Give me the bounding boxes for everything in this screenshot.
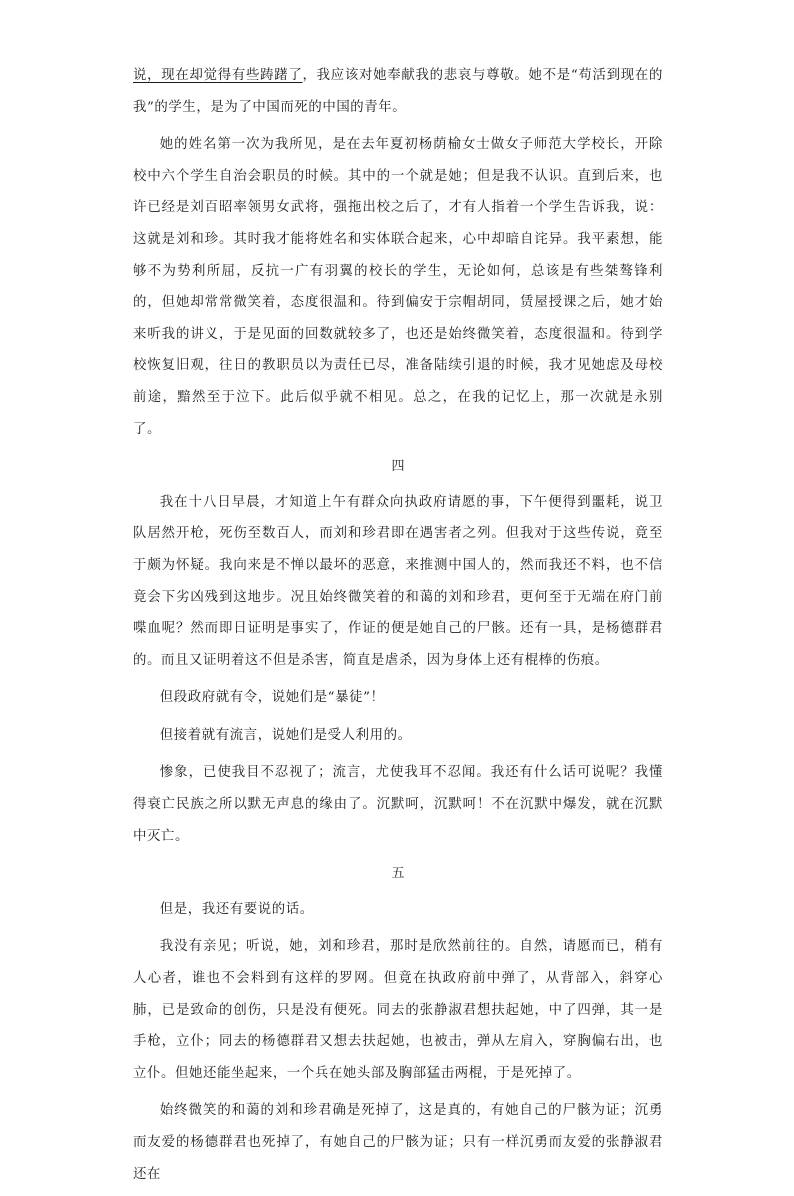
paragraph: 始终微笑的和蔼的刘和珍君确是死掉了，这是真的，有她自己的尸骸为证；沉勇而友爱的杨德群君也死掉了，有她自己的尸骸为证；只有一样沉勇而友爱的张静淑君还在 <box>133 1103 663 1182</box>
paragraph: 但接着就有流言，说她们是受人利用的。 <box>159 727 412 743</box>
document-page <box>133 60 663 1196</box>
paragraph-continued-text: ，我应该对她奉献我的悲哀与尊敬。她不是“苟活到现在的我”的学生，是为了中国而死的中国的青年。 <box>133 68 663 115</box>
paragraph: 我在十八日早晨，才知道上午有群众向执政府请愿的事，下午便得到噩耗，说卫队居然开枪，死伤至数百人，而刘和珍君即在遇害者之列。但我对于这些传说，竟至于颇为怀疑。我向来是不惮以最坏的恶意，来推测中国人的，然而我还不料，也不信竟会下劣凶残到这地步。况且始终微笑着的和蔼的刘和珍君，更何至于无端在府门前喋血呢？然而即日证明是事实了，作证的便是她自己的尸骸。还有一具，是杨德群君的。而且又证明着这不但是杀害，简直是虐杀，因为身体上还有棍棒的伤痕。 <box>133 494 663 668</box>
section-heading-four: 四 <box>391 459 405 475</box>
underlined-phrase: 说，现在却觉得有些踌躇了 <box>133 68 303 83</box>
paragraph: 但段政府就有令，说她们是“暴徒”！ <box>159 690 385 706</box>
paragraph: 惨象，已使我目不忍视了；流言，尤使我耳不忍闻。我还有什么话可说呢？我懂得衰亡民族之所以默无声息的缘由了。沉默呵，沉默呵！不在沉默中爆发，就在沉默中灭亡。 <box>133 765 663 844</box>
paragraph-continued <box>133 60 663 123</box>
paragraph: 她的姓名第一次为我所见，是在去年夏初杨荫榆女士做女子师范大学校长，开除校中六个学生自治会职员的时候。其中的一个就是她；但是我不认识。直到后来，也许已经是刘百昭率领男女武将，强拖出校之后了，才有人指着一个学生告诉我，说：这就是刘和珍。其时我才能将姓名和实体联合起来，心中却暗自诧异。我平素想，能够不为势利所屈，反抗一广有羽翼的校长的学生，无论如何，总该是有些桀骜锋利的，但她却常常微笑着，态度很温和。待到偏安于宗帽胡同，赁屋授课之后，她才始来听我的讲义，于是见面的回数就较多了，也还是始终微笑着，态度很温和。待到学校恢复旧观，往日的教职员以为责任已尽，准备陆续引退的时候，我才见她虑及母校前途，黯然至于泣下。此后似乎就不相见。总之，在我的记忆上，那一次就是永别了。 <box>133 137 663 437</box>
paragraph: 我没有亲见；听说，她，刘和珍君，那时是欣然前往的。自然，请愿而已，稍有人心者，谁也不会料到有这样的罗网。但竟在执政府前中弹了，从背部入，斜穿心肺，已是致命的创伤，只是没有便死。同去的张静淑君想扶起她，中了四弹，其一是手枪，立仆；同去的杨德群君又想去扶起她，也被击，弹从左肩入，穿胸偏右出，也立仆。但她还能坐起来，一个兵在她头部及胸部猛击两棍，于是死掉了。 <box>133 939 663 1081</box>
paragraph: 但是，我还有要说的话。 <box>159 901 314 917</box>
section-heading-five: 五 <box>391 866 405 882</box>
